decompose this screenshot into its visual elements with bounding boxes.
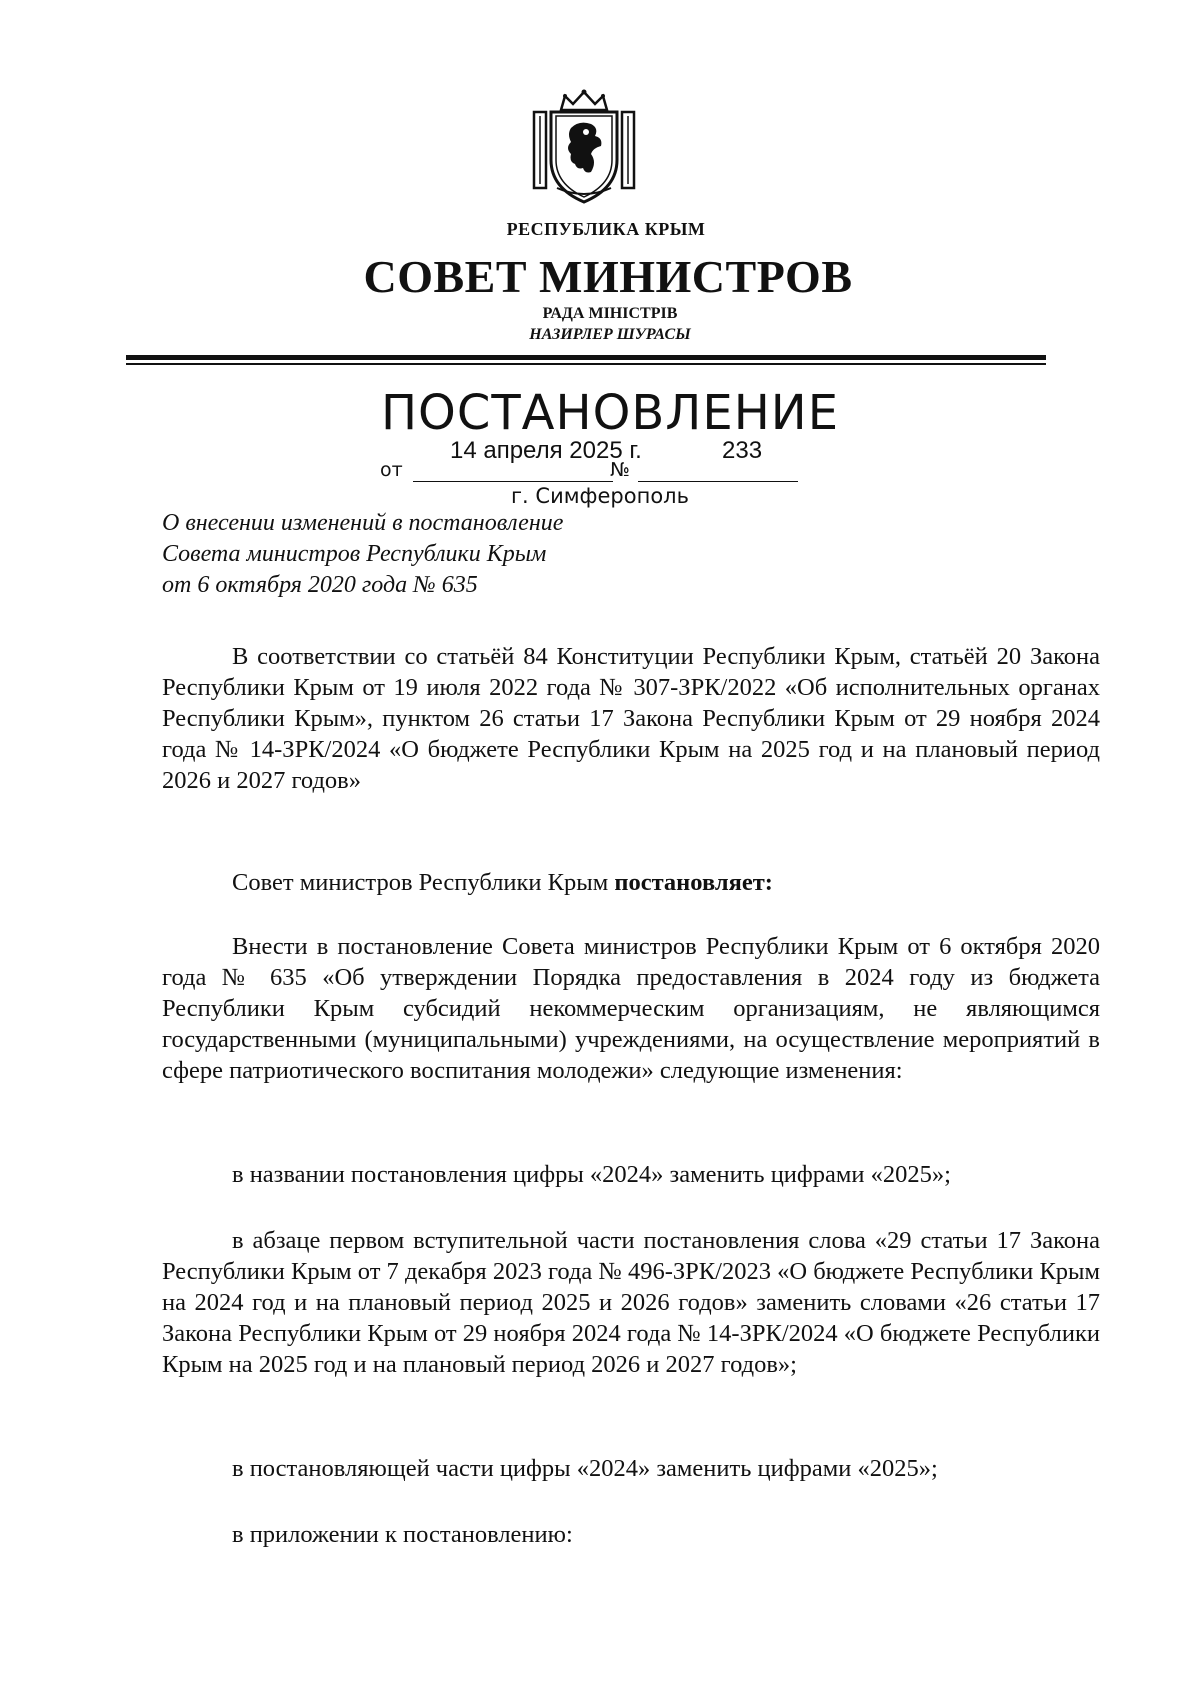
date-from-label: от — [380, 459, 403, 481]
decree-date: 14 апреля 2025 г. — [450, 437, 642, 464]
city-name: г. Симферополь — [511, 484, 689, 508]
resolves-keyword: постановляет: — [614, 869, 773, 896]
decree-title-line: от 6 октября 2020 года № 635 — [162, 572, 478, 598]
decree-title — [162, 508, 762, 601]
council-name-ukrainian: РАДА МІНІСТРІВ — [542, 305, 678, 322]
resolves-prefix: Совет министров Республики Крым — [232, 869, 615, 896]
amendment-item: в абзаце первом вступительной части постановления слова «29 статьи 17 Закона Республики Крым от 7 декабря 2023 года № 496-ЗРК/2023 «О бюджете Республики Крым на 2024 год и на плановый период 2025 и 2026 годов» заменить словами «26 статьи 17 Закона Республики Крым от 29 ноября 2024 года № 14-ЗРК/2024 «О бюджете Республики Крым на 2025 год и на плановый период 2026 и 2027 годов»; — [162, 1227, 1100, 1378]
header-divider-thick — [126, 355, 1046, 360]
decree-title-line: Совета министров Республики Крым — [162, 541, 547, 567]
date-underline — [413, 481, 613, 482]
republic-name: РЕСПУБЛИКА КРЫМ — [506, 219, 706, 239]
amendment-item: в приложении к постановлению: — [232, 1521, 573, 1548]
crimea-coat-of-arms-icon — [531, 88, 637, 206]
council-name-crimean-tatar: НАЗИРЛЕР ШУРАСЫ — [529, 326, 691, 343]
decree-number: 233 — [722, 437, 763, 464]
decree-title-line: О внесении изменений в постановление — [162, 510, 564, 536]
document-type-heading: ПОСТАНОВЛЕНИЕ — [380, 385, 840, 441]
council-name: СОВЕТ МИНИСТРОВ — [363, 251, 853, 302]
decree-date-number-row — [380, 437, 800, 483]
resolves-paragraph — [162, 867, 1100, 898]
amendment-item: в постановляющей части цифры «2024» заменить цифрами «2025»; — [232, 1455, 938, 1482]
amendment-item: в названии постановления цифры «2024» заменить цифрами «2025»; — [232, 1161, 951, 1188]
preamble-paragraph: В соответствии со статьёй 84 Конституции Республики Крым, статьёй 20 Закона Республики Крым от 19 июля 2022 года № 307-ЗРК/2022 «Об исполнительных органах Республики Крым», пунктом 26 статьи 17 Закона Республики Крым от 29 ноября 2024 года № 14-ЗРК/2024 «О бюджете Республики Крым на 2025 год и на плановый период 2026 и 2027 годов» — [162, 643, 1100, 794]
amendment-intro-paragraph: Внести в постановление Совета министров Республики Крым от 6 октября 2020 года № 635 «Об утверждении Порядка предоставления в 2024 году из бюджета Республики Крым субсидий некоммерческим организациям, не являющимся государственными (муниципальными) учреждениями, на осуществление мероприятий в сфере патриотического воспитания молодежи» следующие изменения: — [162, 933, 1100, 1084]
number-underline — [638, 481, 798, 482]
header-divider-thin — [126, 363, 1046, 365]
number-label: № — [610, 459, 630, 481]
